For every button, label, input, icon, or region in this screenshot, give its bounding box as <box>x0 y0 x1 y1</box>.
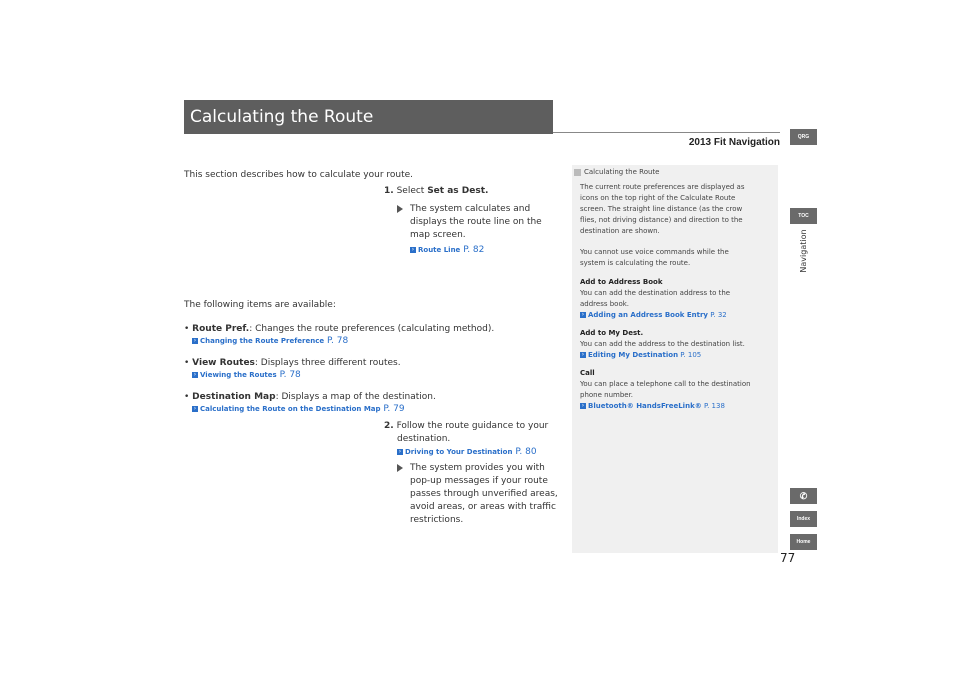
page-number: 77 <box>780 551 796 565</box>
step-1-result: The system calculates and displays the route line on the map screen. › Route Line P. 82 <box>397 203 542 257</box>
voice-icon: ✆ <box>799 491 808 501</box>
note-icon <box>574 169 581 176</box>
step-2: 2. Follow the route guidance to your destination. › Driving to Your Destination P. 80 <box>384 421 549 457</box>
ref-icon: › <box>581 311 585 318</box>
sidebar-section-address-book: Add to Address Book You can add the destination address to the address book. › Adding an Address Book Entry P. 32 <box>580 277 772 321</box>
result-arrow-icon <box>397 464 403 472</box>
ref-address-book[interactable]: › Adding an Address Book Entry P. 32 <box>581 311 727 319</box>
ref-icon: › <box>581 351 585 358</box>
ref-icon: › <box>193 370 197 378</box>
ref-icon: › <box>411 245 415 253</box>
sidebar-para-2: You cannot use voice commands while the system is calculating the route. <box>580 248 729 267</box>
list-item: • Destination Map: Displays a map of the destination. › Calculating the Route on the Destination Map P. 79 <box>184 391 436 415</box>
sidebar-notes <box>572 165 778 553</box>
header-rule <box>553 132 780 133</box>
page-title: Calculating the Route <box>184 100 553 134</box>
index-tab[interactable]: Index <box>790 511 817 527</box>
qrg-tab[interactable]: QRG <box>790 129 817 145</box>
ref-destination-map[interactable]: › Calculating the Route on the Destination Map P. 79 <box>193 404 405 414</box>
sidebar-section-call: Call You can place a telephone call to the destination phone number. › Bluetooth® HandsFreeLink® P. 138 <box>580 368 772 412</box>
ref-view-routes[interactable]: › Viewing the Routes P. 78 <box>193 370 301 380</box>
set-as-dest-label: Set as Dest. <box>427 186 489 196</box>
toc-tab[interactable]: TOC <box>790 208 817 224</box>
intro-text: This section describes how to calculate your route. <box>184 170 414 180</box>
section-side-label: Navigation <box>799 229 808 273</box>
available-items-intro: The following items are available: <box>184 300 336 310</box>
list-item: • Route Pref.: Changes the route preferences (calculating method). › Changing the Route Preference P. 78 <box>184 323 494 347</box>
sidebar-section-my-dest: Add to My Dest. You can add the address to the destination list. › Editing My Destination P. 105 <box>580 328 772 361</box>
home-tab[interactable]: Home <box>790 534 817 550</box>
step-1: 1. Select Set as Dest. <box>384 186 489 196</box>
ref-route-line[interactable]: › Route Line P. 82 <box>411 245 485 255</box>
list-item: • View Routes: Displays three different routes. › Viewing the Routes P. 78 <box>184 357 401 381</box>
ref-handsfreelink[interactable]: › Bluetooth® HandsFreeLink® P. 138 <box>581 402 725 410</box>
ref-icon: › <box>193 336 197 344</box>
sidebar-para-1: The current route preferences are displayed as icons on the top right of the Calculate Route screen. The straight line distance (as the crow flies, not driving distance) and direction to the destination are shown. <box>580 183 745 235</box>
voice-tab[interactable] <box>790 488 817 504</box>
result-arrow-icon <box>397 205 403 213</box>
ref-icon: › <box>581 402 585 409</box>
sidebar-title: Calculating the Route <box>572 165 659 176</box>
ref-my-destination[interactable]: › Editing My Destination P. 105 <box>581 351 702 359</box>
ref-icon: › <box>398 447 402 455</box>
ref-driving[interactable]: › Driving to Your Destination P. 80 <box>398 447 537 457</box>
ref-icon: › <box>193 404 197 412</box>
step-2-result: The system provides you with pop-up messages if your route passes through unverified areas, avoid areas, or areas with traffic restrictions. <box>397 462 558 527</box>
ref-route-pref[interactable]: › Changing the Route Preference P. 78 <box>193 336 349 346</box>
manual-title: 2013 Fit Navigation <box>688 137 780 148</box>
